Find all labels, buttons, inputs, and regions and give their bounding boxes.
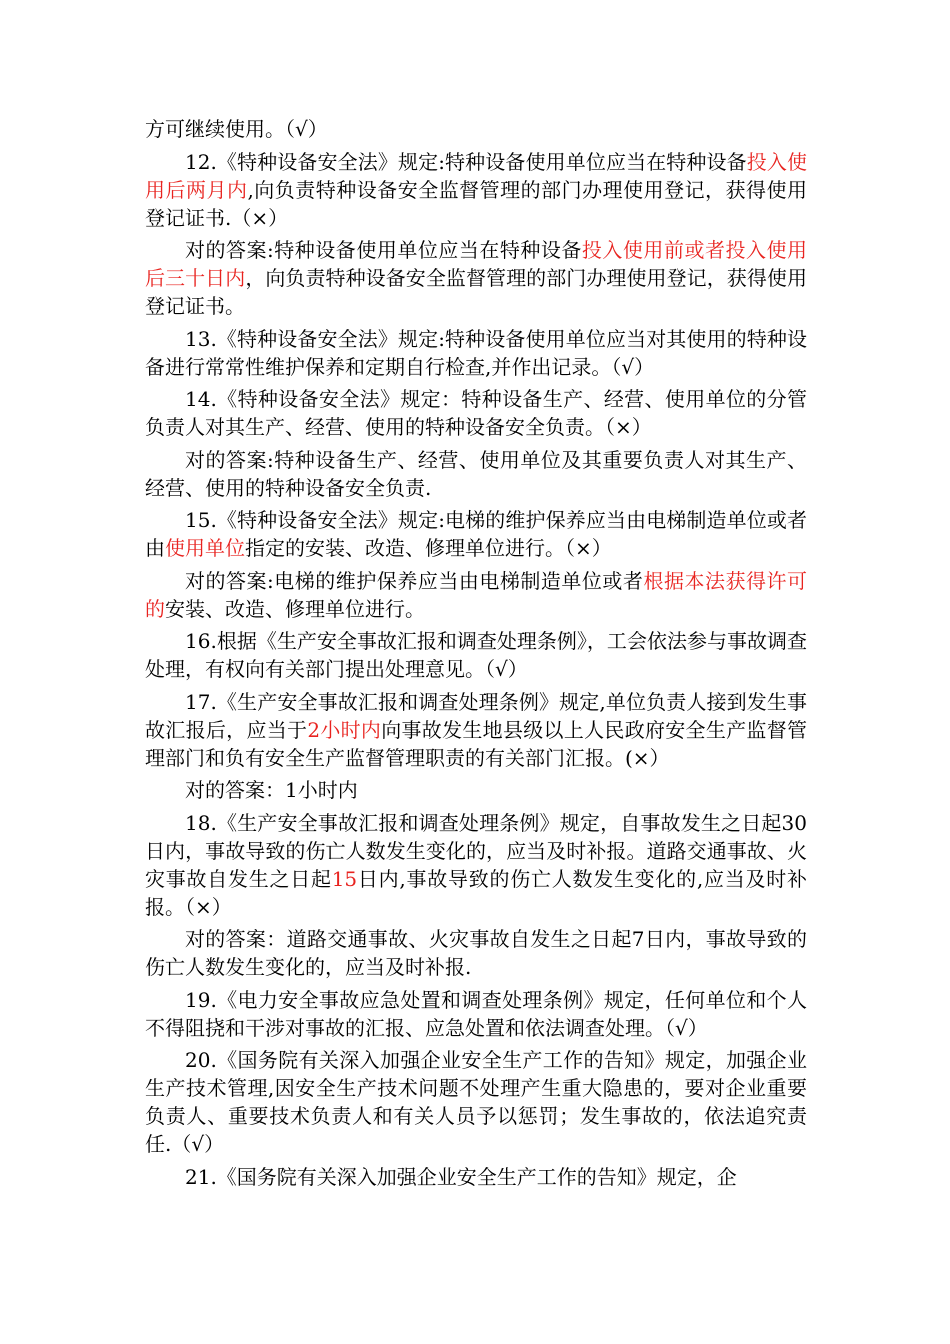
- highlighted-text: 15: [331, 866, 358, 891]
- paragraph-10: [145, 688, 807, 772]
- highlighted-text: 2小时内: [307, 717, 382, 742]
- paragraph-16: [145, 1163, 807, 1191]
- highlighted-text: 投入使用前或者投入使用后三十日内: [145, 238, 807, 290]
- text-segment: 20.《国务院有关深入加强企业安全生产工作的告知》规定，加强企业生产技术管理,因安全生产技术问题不处理产生重大隐患的，要对企业重要负责人、重要技术负责人和有关人员予以惩罚；发生事故的，依法追究责任.（√）: [145, 1048, 807, 1156]
- highlighted-text: 使用单位: [165, 536, 245, 560]
- text-segment: 对的答案:特种设备使用单位应当在特种设备: [185, 238, 582, 262]
- text-segment: 对的答案:电梯的维护保养应当由电梯制造单位或者: [185, 568, 644, 593]
- paragraph-1: [145, 115, 807, 143]
- highlighted-text: 投入使用后两月内: [145, 149, 808, 202]
- document-page: [145, 115, 807, 1195]
- text-segment: 15.《特种设备安全法》规定:电梯的维护保养应当由电梯制造单位或者由: [145, 508, 807, 560]
- paragraph-3: [145, 236, 807, 320]
- text-segment: 19.《电力安全事故应急处置和调查处理条例》规定，任何单位和个人不得阻挠和干涉对事故的汇报、应急处置和依法调查处理。（√）: [145, 987, 807, 1040]
- text-segment: 对的答案：道路交通事故、火灾事故自发生之日起7日内，事故导致的伤亡人数发生变化的，应当及时补报.: [145, 927, 807, 979]
- paragraph-7: [145, 506, 807, 562]
- paragraph-13: [145, 925, 807, 981]
- text-segment: 指定的安装、改造、修理单位进行。（×）: [245, 536, 612, 560]
- paragraph-5: [145, 385, 807, 441]
- text-segment: 13.《特种设备安全法》规定:特种设备使用单位应当对其使用的特种设备进行常常性维护保养和定期自行检查,并作出记录。（√）: [145, 326, 807, 379]
- paragraph-12: [145, 809, 807, 921]
- text-segment: 方可继续使用。（√）: [145, 117, 328, 141]
- paragraph-9: [145, 627, 807, 683]
- text-segment: 安装、改造、修理单位进行。: [165, 596, 425, 621]
- paragraph-15: [145, 1046, 807, 1158]
- text-segment: 12.《特种设备安全法》规定:特种设备使用单位应当在特种设备: [185, 149, 747, 174]
- paragraph-14: [145, 986, 807, 1042]
- text-segment: 日内,事故导致的伤亡人数发生变化的,应当及时补报。（×）: [145, 866, 807, 919]
- text-segment: 14.《特种设备安全法》规定：特种设备生产、经营、使用单位的分管负责人对其生产、经营、使用的特种设备安全负责。（×）: [145, 387, 807, 439]
- text-segment: ,向负责特种设备安全监督管理的部门办理使用登记，获得使用登记证书.（×）: [145, 177, 808, 230]
- paragraph-4: [145, 325, 807, 381]
- paragraph-8: [145, 567, 807, 623]
- text-segment: 对的答案：1小时内: [185, 778, 358, 802]
- text-segment: 17.《生产安全事故汇报和调查处理条例》规定,单位负责人接到发生事故汇报后，应当于: [145, 689, 807, 742]
- text-segment: 对的答案:特种设备生产、经营、使用单位及其重要负责人对其生产、经营、使用的特种设备安全负责.: [145, 447, 807, 500]
- text-segment: 21.《国务院有关深入加强企业安全生产工作的告知》规定，企: [185, 1164, 737, 1189]
- paragraph-11: [145, 776, 807, 804]
- highlighted-text: 根据本法获得许可的: [145, 568, 807, 621]
- paragraph-2: [145, 148, 807, 232]
- text-segment: 16.根据《生产安全事故汇报和调查处理条例》，工会依法参与事故调查处理，有权向有关部门提出处理意见。（√）: [145, 629, 807, 681]
- text-segment: 向事故发生地县级以上人民政府安全生产监督管理部门和负有安全生产监督管理职责的有关部门汇报。(×）: [145, 717, 808, 770]
- text-segment: ，向负责特种设备安全监督管理的部门办理使用登记，获得使用登记证书。: [145, 266, 807, 318]
- document-body: [145, 115, 807, 1191]
- paragraph-6: [145, 446, 807, 502]
- text-segment: 18.《生产安全事故汇报和调查处理条例》规定，自事故发生之日起30日内，事故导致的伤亡人数发生变化的，应当及时补报。道路交通事故、火灾事故自发生之日起: [145, 810, 807, 891]
